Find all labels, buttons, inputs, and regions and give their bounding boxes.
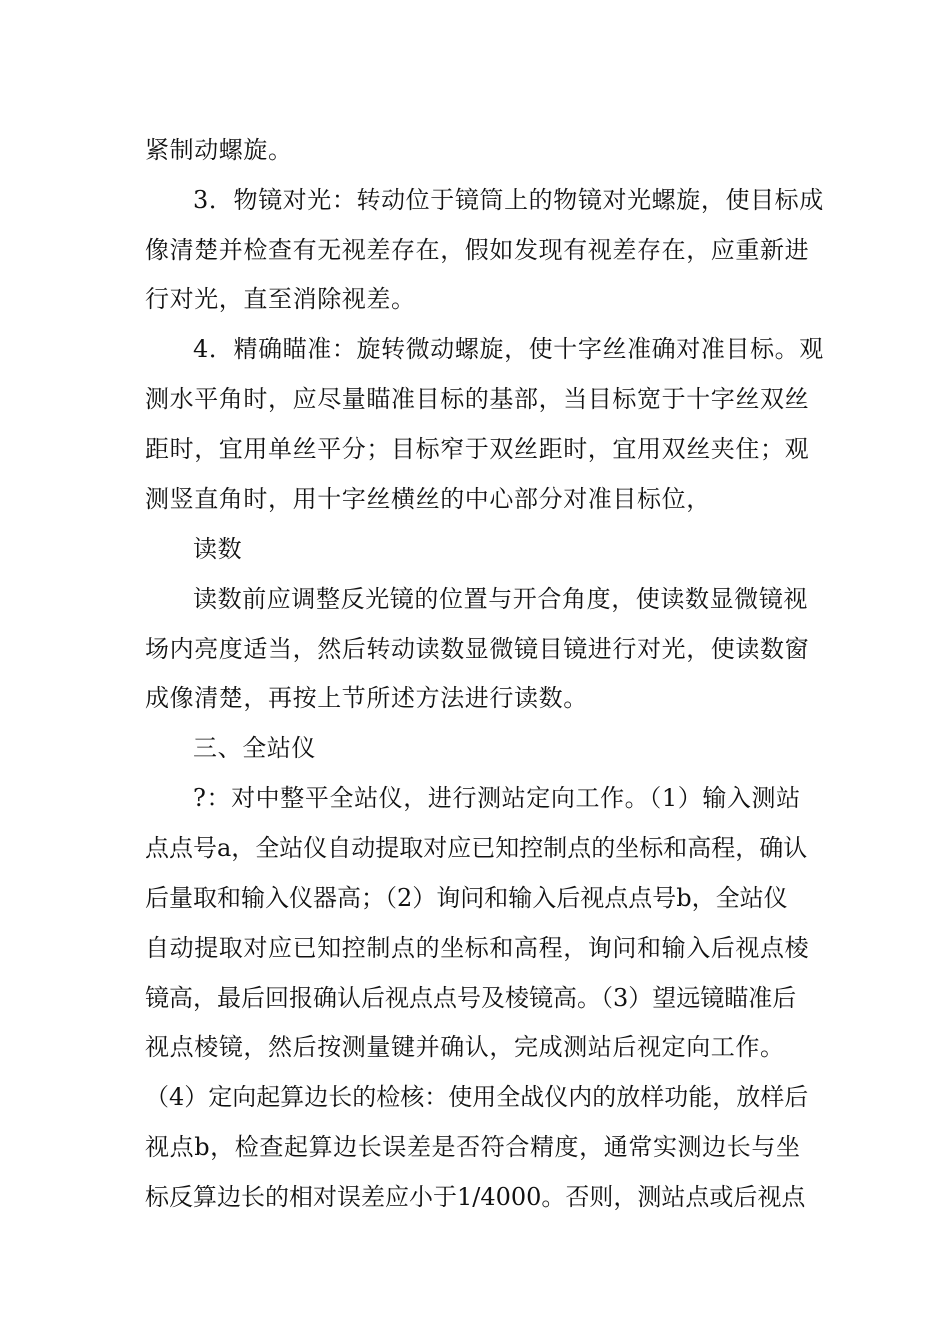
text-line: 读数前应调整反光镜的位置与开合角度，使读数显微镜视 <box>193 585 808 613</box>
text-line: 后量取和输入仪器高；（2）询问和输入后视点点号b，全站仪 <box>145 884 788 912</box>
text-line: 视点b，检查起算边长误差是否符合精度，通常实测边长与坐 <box>145 1133 801 1161</box>
text-line: 镜高，最后回报确认后视点点号及棱镜高。（3）望远镜瞄准后 <box>145 984 797 1012</box>
section-heading: 三、全站仪 <box>193 734 316 762</box>
text-line: 自动提取对应已知控制点的坐标和高程，询问和输入后视点棱 <box>145 934 810 962</box>
text-line: （4）定向起算边长的检核：使用全战仪内的放样功能，放样后 <box>145 1083 809 1111</box>
text-line: 3．物镜对光：转动位于镜筒上的物镜对光螺旋，使目标成 <box>193 186 824 214</box>
text-line: 行对光，直至消除视差。 <box>145 285 416 313</box>
text-line: 场内亮度适当，然后转动读数显微镜目镜进行对光，使读数窗 <box>145 635 810 663</box>
text-line: 视点棱镜，然后按测量键并确认，完成测站后视定向工作。 <box>145 1033 785 1061</box>
text-line: 点点号a，全站仪自动提取对应已知控制点的坐标和高程，确认 <box>145 834 808 862</box>
text-line: 标反算边长的相对误差应小于1/4000。否则，测站点或后视点 <box>145 1183 806 1211</box>
section-heading: 读数 <box>193 535 243 563</box>
text-line: 像清楚并检查有无视差存在，假如发现有视差存在，应重新进 <box>145 236 810 264</box>
text-line: 4．精确瞄准：旋转微动螺旋，使十字丝准确对准目标。观 <box>193 335 824 363</box>
text-line: 测水平角时，应尽量瞄准目标的基部，当目标宽于十字丝双丝 <box>145 385 810 413</box>
text-line: 成像清楚，再按上节所述方法进行读数。 <box>145 684 588 712</box>
text-line: ?：对中整平全站仪，进行测站定向工作。（1）输入测站 <box>193 784 801 812</box>
text-line: 距时，宜用单丝平分；目标窄于双丝距时，宜用双丝夹住；观 <box>145 435 810 463</box>
text-line: 紧制动螺旋。 <box>145 136 293 164</box>
text-line: 测竖直角时，用十字丝横丝的中心部分对准目标位， <box>145 485 711 513</box>
